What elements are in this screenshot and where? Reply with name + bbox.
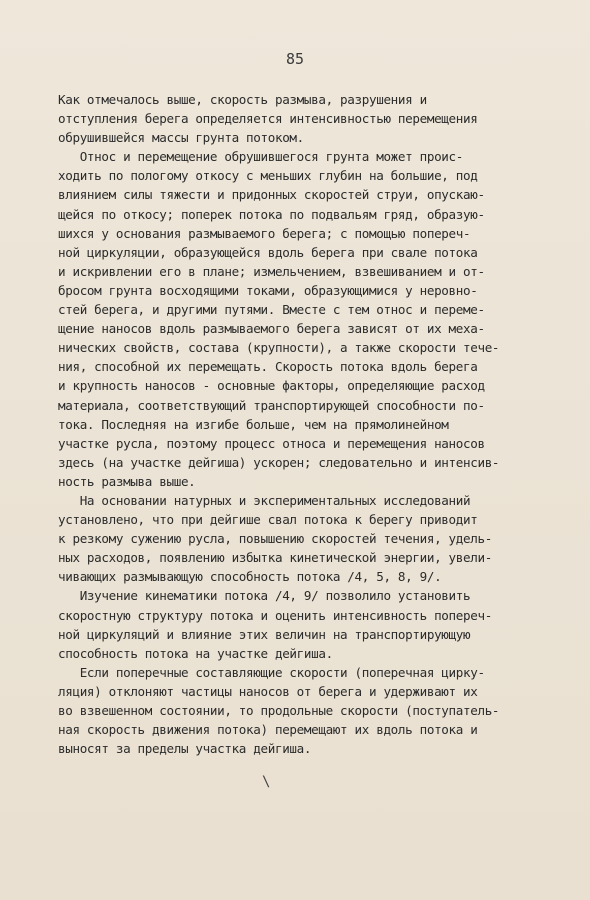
text-line: стей берега, и другими путями. Вместе с тем относ и переме- (58, 302, 485, 318)
body-text (58, 90, 548, 758)
text-line: обрушившейся массы грунта потоком. (58, 130, 304, 146)
text-line: ния, способной их перемещать. Скорость потока вдоль берега (58, 359, 478, 375)
text-line: ность размыва выше. (58, 473, 196, 489)
text-line: ная скорость движения потока) перемещают их вдоль потока и (58, 722, 478, 738)
bottom-mark: \ (262, 774, 271, 790)
text-line: материала, соответствующий транспортирующей способности по- (58, 397, 485, 413)
text-line: нических свойств, состава (крупности), а также скорости тече- (58, 340, 500, 356)
text-line: во взвешенном состоянии, то продольные скорости (поступатель- (58, 703, 500, 718)
text-line: Относ и перемещение обрушившегося грунта может проис- (58, 149, 463, 165)
text-line: ной циркуляции, образующейся вдоль берега при свале потока (58, 244, 478, 260)
text-line: выносят за пределы участка дейгиша. (58, 741, 312, 757)
text-line: здесь (на участке дейгиша) ускорен; следовательно и интенсив- (58, 454, 500, 470)
text-line: скоростную структуру потока и оценить интенсивность попереч- (58, 607, 492, 623)
text-line: и крупность наносов - основные факторы, определяющие расход (58, 378, 485, 394)
text-line: способность потока на участке дейгиша. (58, 645, 333, 661)
text-line: ходить по пологому откосу с меньших глубин на большие, под (58, 168, 478, 184)
text-line: тока. Последняя на изгибе больше, чем на прямолинейном (58, 416, 449, 432)
text-line: отступления берега определяется интенсивностью перемещения (58, 111, 478, 127)
text-line: ной циркуляций и влияние этих величин на транспортирующую (58, 626, 471, 642)
text-line: к резкому сужению русла, повышению скоростей течения, удель- (58, 531, 492, 547)
text-line: шихся у основания размываемого берега; с помощью попереч- (58, 225, 471, 241)
text-line: ляция) отклоняют частицы наносов от берега и удерживают их (58, 683, 478, 699)
page-number: 85 (285, 50, 305, 68)
text-line: участке русла, поэтому процесс относа и перемещения наносов (58, 435, 485, 451)
text-line: щейся по откосу; поперек потока по подвальям гряд, образую- (58, 206, 485, 222)
text-line: щение наносов вдоль размываемого берега зависят от их меха- (58, 321, 485, 337)
text-line: влиянием силы тяжести и придонных скоростей струи, опускаю- (58, 187, 485, 203)
text-line: бросом грунта восходящими токами, образующимися у неровно- (58, 282, 478, 298)
text-line: Изучение кинематики потока /4, 9/ позволило установить (58, 588, 471, 604)
text-line: и искривлении его в плане; измельчением, взвешиванием и от- (58, 263, 485, 279)
text-line: установлено, что при дейгише свал потока к берегу приводит (58, 512, 478, 528)
text-line: На основании натурных и экспериментальных исследований (58, 492, 471, 508)
text-line: Как отмечалось выше, скорость размыва, разрушения и (58, 92, 427, 107)
text-line: чивающих размывающую способность потока /4, 5, 8, 9/. (58, 569, 442, 585)
text-line: ных расходов, появлению избытка кинетической энергии, увели- (58, 550, 492, 566)
text-line: Если поперечные составляющие скорости (поперечная цирку- (58, 664, 485, 680)
